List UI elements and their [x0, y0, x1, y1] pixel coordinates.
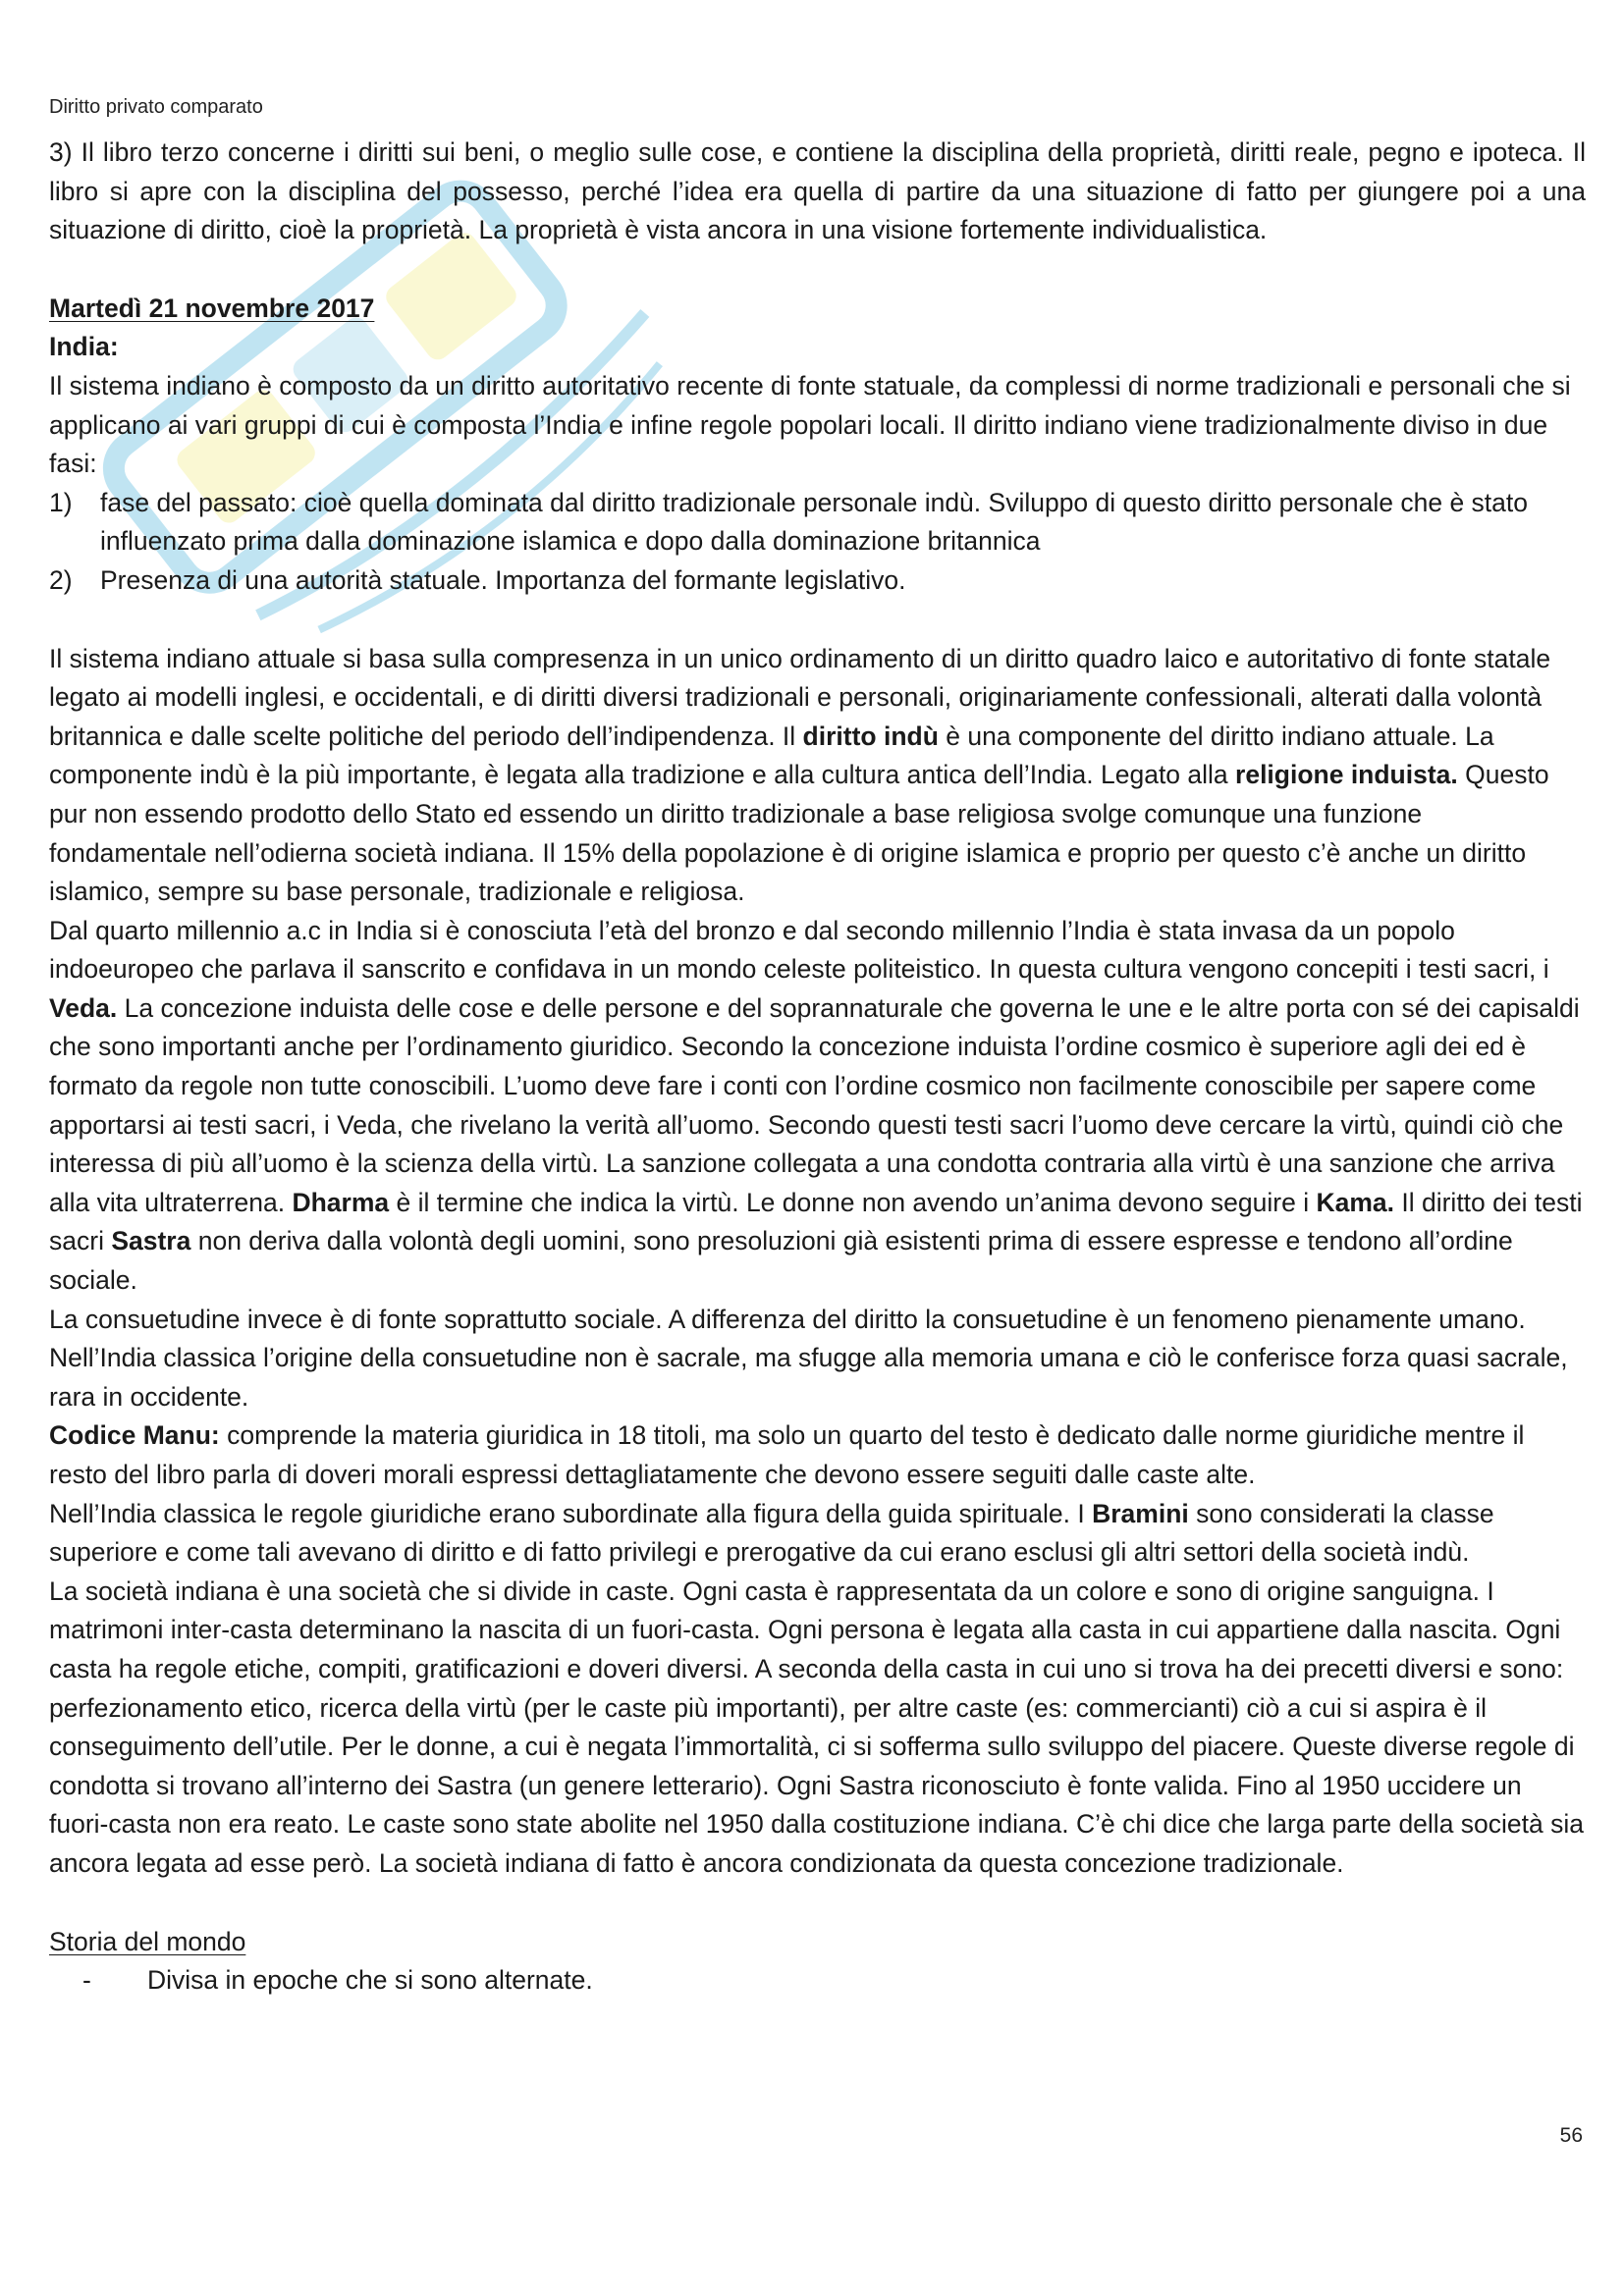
spacer [49, 601, 1586, 640]
india-paragraph-3 [49, 912, 1586, 1301]
phase-item [49, 484, 1586, 561]
text-run: è il termine che indica la virtù. Le donne non avendo un’anima devono seguire i [389, 1187, 1317, 1217]
phase-number: 2) [49, 564, 73, 595]
bold-term-kama: Kama. [1316, 1187, 1394, 1217]
bold-term-codice-manu: Codice Manu: [49, 1420, 220, 1451]
india-paragraph-7: La società indiana è una società che si divide in caste. Ogni casta è rappresentata da un colore e sono di origine sanguigna. I matrimoni inter-casta determinano la nascita di un fuori-casta. Ogni persona è legata alla casta in cui appartiene dalla nascita. Ogni casta ha regole etiche, compiti, gratificazioni e doveri diversi. A seconda della casta in cui uno si trova ha dei precetti diversi e sono: perfezionamento etico, ricerca della virtù (per le caste più importanti), per altre caste (es: commercianti) ciò a cui si aspira è il conseguimento dell’utile. Per le donne, a cui è negata l’immortalità, ci si sofferma sullo sviluppo del piacere. Queste diverse regole di condotta si trovano all’interno dei Sastra (un genere letterario). Ogni Sastra riconosciuto è fonte valida. Fino al 1950 uccidere un fuori-casta non era reato. Le caste sono state abolite nel 1950 dalla costituzione indiana. C’è chi dice che larga parte della società sia ancora legata ad esse però. La società indiana di fatto è ancora condizionata da questa concezione tradizionale. [49, 1575, 1584, 1878]
dash-bullet: - [82, 1965, 91, 1996]
spacer [49, 1884, 1586, 1923]
history-list [49, 1961, 1586, 2001]
list-item-text: Divisa in epoche che si sono alternate. [147, 1965, 593, 1996]
spacer [49, 250, 1586, 290]
text-run: Nell’India classica le regole giuridiche erano subordinate alla figura della guida spirituale. I [49, 1498, 1093, 1528]
phase-item [49, 561, 1586, 601]
phase-text: fase del passato: cioè quella dominata dal diritto tradizionale personale indù. Sviluppo di questo diritto personale che è stato influenzato prima dalla dominazione islamica e dopo dalla dominazione britannica [100, 487, 1529, 557]
phase-text: Presenza di una autorità statuale. Importanza del formante legislativo. [100, 564, 906, 595]
india-paragraph-4: La consuetudine invece è di fonte soprattutto sociale. A differenza del diritto la consuetudine è un fenomeno pienamente umano. Nell’India classica l’origine della consuetudine non è sacrale, ma sfugge alla memoria umana e ciò le conferisce forza quasi sacrale, rara in occidente. [49, 1304, 1568, 1412]
text-run: Il diritto dei testi sacri [49, 1187, 1583, 1256]
bold-term-diritto-indu: diritto indù [802, 721, 939, 751]
document-body [49, 133, 1586, 2001]
bold-term-dharma: Dharma [292, 1187, 390, 1217]
list-item [49, 1961, 1586, 2001]
bold-term-sastra: Sastra [111, 1226, 191, 1256]
bold-term-veda: Veda. [49, 992, 118, 1023]
text-run: è una componente del diritto indiano attuale. La componente indù è la più importante, è legata alla tradizione e alla cultura antica dell’India. Legato alla [49, 721, 1494, 790]
phases-list [49, 484, 1586, 601]
page-number: 56 [1559, 2124, 1583, 2147]
text-run: Dal quarto millennio a.c in India si è conosciuta l’età del bronzo e dal secondo millennio l’India è stata invasa da un popolo indoeuropeo che parlava il sanscrito e confidava in un mondo celeste politeistico. In questa cultura vengono concepiti i testi sacri, i [49, 915, 1549, 985]
text-run: Il sistema indiano attuale si basa sulla compresenza in un unico ordinamento di un diritto quadro laico e autoritativo di fonte statale legato ai modelli inglesi, e occidentali, e di diritti diversi tradizionali e personali, originariamente confessionali, alterati dalla volontà britannica e dalle scelte politiche del periodo dell’indipendenza. Il [49, 643, 1551, 751]
text-run: Questo pur non essendo prodotto dello Stato ed essendo un diritto tradizionale a base religiosa svolge comunque una funzione fondamentale nell’odierna società indiana. Il 15% della popolazione è di origine islamica e proprio per questo c’è anche un diritto islamico, sempre su base personale, tradizionale e religiosa. [49, 760, 1549, 907]
india-paragraph-6 [49, 1495, 1586, 1573]
bold-term-religione: religione induista. [1235, 760, 1458, 790]
bold-term-bramini: Bramini [1092, 1498, 1189, 1528]
india-paragraph-1: Il sistema indiano è composto da un diritto autoritativo recente di fonte statuale, da complessi di norme tradizionali e personali che si applicano ai vari gruppi di cui è composta l’India e infine regole popolari locali. Il diritto indiano viene tradizionalmente diviso in due fasi: [49, 370, 1571, 479]
document-header: Diritto privato comparato [49, 96, 263, 118]
india-paragraph-5 [49, 1416, 1586, 1494]
india-paragraph-2 [49, 640, 1586, 912]
intro-paragraph: 3) Il libro terzo concerne i diritti sui beni, o meglio sulle cose, e contiene la disciplina della proprietà, diritti reale, pegno e ipoteca. Il libro si apre con la disciplina del possesso, perché l’idea era quella di partire da una situazione di fatto per giungere poi a una situazione di diritto, cioè la proprietà. La proprietà è vista ancora in una visione fortemente individualistica. [49, 137, 1586, 245]
topic-title: India: [49, 332, 119, 362]
lecture-date: Martedì 21 novembre 2017 [49, 293, 375, 323]
history-heading: Storia del mondo [49, 1926, 246, 1956]
text-run: comprende la materia giuridica in 18 titoli, ma solo un quarto del testo è dedicato dalle norme giuridiche mentre il resto del libro parla di doveri morali espressi dettagliatamente che devono essere seguiti dalle caste alte. [49, 1420, 1525, 1489]
phase-number: 1) [49, 487, 73, 517]
text-run: sono considerati la classe superiore e come tali avevano di diritto e di fatto privilegi e prerogative da cui erano esclusi gli altri settori della società indù. [49, 1498, 1494, 1568]
text-run: La concezione induista delle cose e delle persone e del soprannaturale che governa le une e le altre porta con sé dei capisaldi che sono importanti anche per l’ordinamento giuridico. Secondo la concezione induista l’ordine cosmico è superiore agli dei ed è formato da regole non tutte conoscibili. L’uomo deve fare i conti con l’ordine cosmico non facilmente conoscibile per sapere come apportarsi ai testi sacri, i Veda, che rivelano la verità all’uomo. Secondo questi testi sacri l’uomo deve cercare la virtù, quindi ciò che interessa di più all’uomo è la scienza della virtù. La sanzione collegata a una condotta contraria alla virtù è una sanzione che arriva alla vita ultraterrena. [49, 992, 1580, 1217]
text-run: non deriva dalla volontà degli uomini, sono presoluzioni già esistenti prima di essere espresse e tendono all’ordine sociale. [49, 1226, 1513, 1296]
